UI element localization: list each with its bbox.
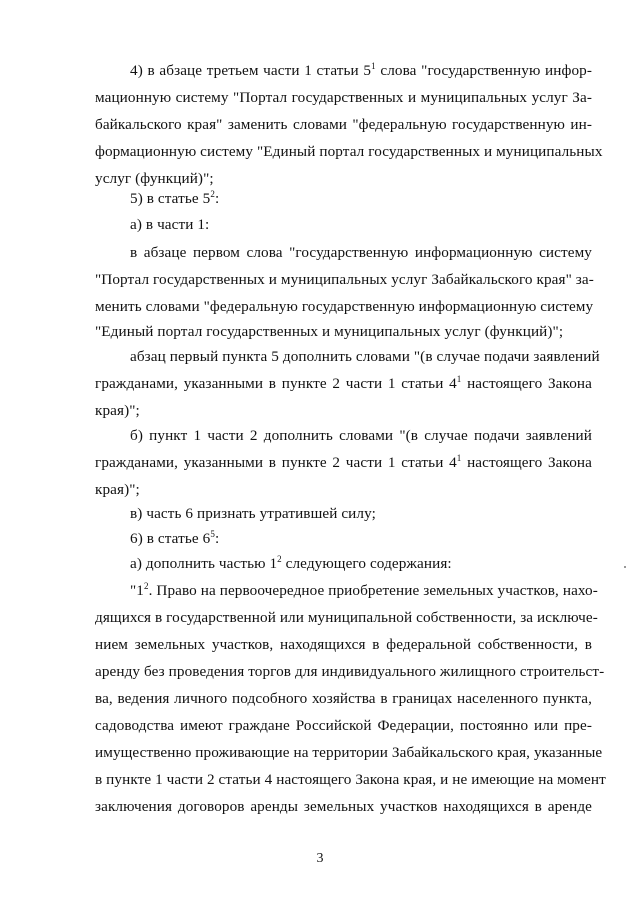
text-line: а) в части 1: — [130, 216, 210, 233]
text-line: ва, ведения личного подсобного хозяйства в границах населенного пункта, — [95, 690, 592, 707]
text-line: в) часть 6 признать утратившей силу; — [130, 505, 376, 522]
text-line: нием земельных участков, находящихся в федеральной собственности, в — [95, 636, 592, 653]
text-line: заключения договоров аренды земельных участков находящихся в аренде — [95, 798, 592, 815]
text-line: 5) в статье $5^2$: — [130, 189, 220, 207]
scan-speck — [624, 566, 626, 568]
text-line: в пункте 1 части 2 статьи 4 настоящего Закона края, и не имеющие на момент — [95, 771, 606, 788]
text-line: 6) в статье $6^5$: — [130, 529, 220, 547]
text-line: в абзаце первом слова "государственную информационную систему — [130, 244, 592, 261]
text-line: имущественно проживающие на территории Забайкальского края, указанные — [95, 744, 603, 761]
text-line: гражданами, указанными в пункте 2 части 1 статьи $4^1$ настоящего Закона — [95, 453, 592, 471]
text-line: услуг (функций)"; — [95, 170, 214, 187]
text-line: а) дополнить частью $1^2$ следующего содержания: — [130, 554, 452, 572]
text-line: дящихся в государственной или муниципальной собственности, за исключе- — [95, 609, 598, 626]
text-line: менить словами "федеральную государственную информационную систему — [95, 298, 594, 315]
text-line: "$1^2$. Право на первоочередное приобретение земельных участков, нахо- — [130, 581, 598, 599]
text-line: мационную систему "Портал государственных и муниципальных услуг За- — [95, 89, 592, 106]
text-line: "Единый портал государственных и муниципальных услуг (функций)"; — [95, 323, 564, 340]
text-line: аренду без проведения торгов для индивидуального жилищного строительст- — [95, 663, 605, 680]
text-line: байкальского края" заменить словами "федеральную государственную ин- — [95, 116, 592, 133]
text-line: садоводства имеют граждане Российской Федерации, постоянно или пре- — [95, 717, 592, 734]
text-line: формационную систему "Единый портал государственных и муниципальных — [95, 143, 603, 160]
text-line: края)"; — [95, 402, 140, 419]
text-line: "Портал государственных и муниципальных услуг Забайкальского края" за- — [95, 271, 594, 288]
text-line: абзац первый пункта 5 дополнить словами "(в случае подачи заявлений — [130, 348, 600, 365]
text-line: гражданами, указанными в пункте 2 части 1 статьи $4^1$ настоящего Закона — [95, 374, 592, 392]
text-line: б) пункт 1 части 2 дополнить словами "(в случае подачи заявлений — [130, 427, 592, 444]
text-line: 4) в абзаце третьем части 1 статьи $5^1$ слова "государственную инфор- — [130, 61, 592, 79]
text-line: края)"; — [95, 481, 140, 498]
page-number: 3 — [316, 851, 324, 866]
